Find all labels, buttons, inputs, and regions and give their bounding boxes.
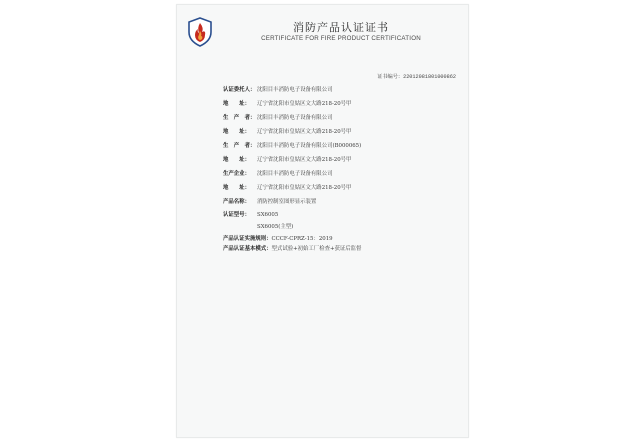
field-label: 地 址： [223,157,250,163]
field-value: 沈阳目丰消防电子设备有限公司 [257,115,333,121]
field-label: 生 产 者： [223,143,256,149]
field-value: 辽宁省沈阳市皇姑区文大路218-20号甲 [257,157,352,163]
field-label: 地 址： [223,129,250,135]
field-label: 产品认证实施规则： [223,236,272,242]
field-row [223,155,458,163]
field-value: 沈阳目丰消防电子设备有限公司 [257,171,333,177]
field-value: 辽宁省沈阳市皇姑区文大路218-20号甲 [257,101,352,107]
field-label: 认证委托人： [223,87,256,93]
field-label: 生 产 者： [223,115,256,121]
fire-shield-logo-icon [187,17,213,47]
certificate-number-label: 证书编号： [377,74,404,80]
field-label: 产品名称： [223,199,250,205]
field-row [223,210,458,218]
field-value: 辽宁省沈阳市皇姑区文大路218-20号甲 [257,185,352,191]
field-row [223,222,458,230]
field-label: 地 址： [223,185,250,191]
field-label: 产品认证基本模式： [223,246,272,252]
field-value: SX6005(主型) [257,224,294,230]
field-value: 沈阳目丰消防电子设备有限公司(B000065) [257,143,362,149]
field-value: 沈阳目丰消防电子设备有限公司 [257,87,333,93]
field-label: 地 址： [223,101,250,107]
field-row [223,169,458,177]
field-value: CCCF-CPRZ-15：2019 [271,236,333,242]
certificate-number [377,73,456,80]
field-value: SX6005 [257,212,279,218]
certificate-page [176,4,469,438]
field-row [223,99,458,107]
field-value: 消防控制室图形显示装置 [257,199,317,205]
field-row [223,113,458,121]
field-value: 型式试验+初始工厂检查+获证后监督 [271,246,362,252]
field-row [223,183,458,191]
field-label: 认证型号： [223,212,250,218]
certificate-number-value: 22012081801000862 [403,74,456,80]
certificate-title-en: CERTIFICATE FOR FIRE PRODUCT CERTIFICATION [261,35,421,42]
field-row [223,85,458,93]
field-row [223,127,458,135]
field-row [223,197,458,205]
field-label: 生产企业： [223,171,250,177]
field-row [223,141,458,149]
field-row [223,234,458,242]
certificate-title-cn: 消防产品认证证书 [293,21,389,34]
field-row [223,244,458,252]
field-value: 辽宁省沈阳市皇姑区文大路218-20号甲 [257,129,352,135]
